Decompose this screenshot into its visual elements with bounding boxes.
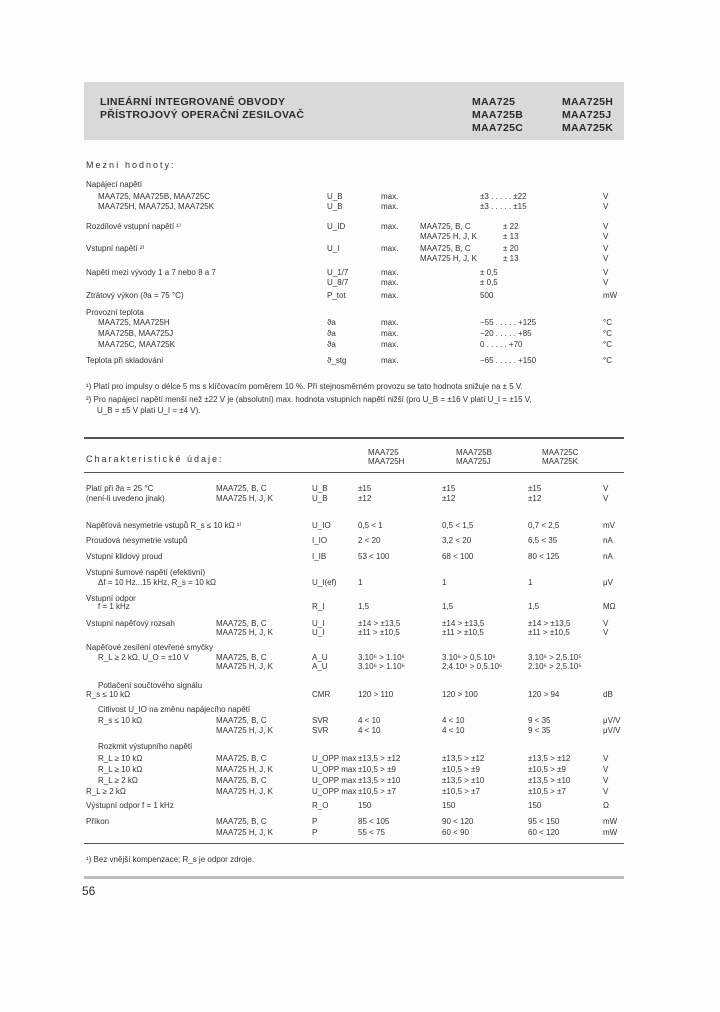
limits-unit: °C [603, 329, 612, 338]
limits-label: MAA725, MAA725H [98, 318, 170, 327]
char-value-col1: 0,5 < 1 [358, 521, 383, 530]
limits-symbol: ϑa [327, 329, 336, 338]
col-head-2b: MAA725J [456, 457, 491, 466]
type-left-1: MAA725 [472, 96, 516, 108]
limits-kind: max. [381, 356, 399, 365]
char-value-col1: 120 > 110 [358, 690, 394, 699]
char-symbol: U_I(ef) [312, 578, 337, 587]
limits-label: Ztrátový výkon (ϑa = 75 °C) [86, 291, 184, 300]
char-value-col2: ±12 [442, 494, 456, 503]
limits-label: MAA725, MAA725B, MAA725C [98, 192, 211, 201]
char-label: Vstupní šumové napětí (efektivní) [86, 568, 206, 577]
char-value-col3: ±12 [528, 494, 542, 503]
limits-label: MAA725B, MAA725J [98, 329, 174, 338]
limits-unit: °C [603, 318, 612, 327]
char-type: MAA725 H, J, K [216, 628, 273, 637]
limits-label: Provozní teplota [86, 308, 144, 317]
char-symbol: SVR [312, 716, 329, 725]
limits-value: ± 13 [503, 254, 519, 263]
limits-symbol: U_B [327, 192, 343, 201]
char-value-col3: 9 < 35 [528, 726, 551, 735]
char-value-col1: 53 < 100 [358, 552, 390, 561]
char-value-col3: ±14 > ±13,5 [528, 619, 571, 628]
limits-unit: °C [603, 356, 612, 365]
char-unit: V [603, 765, 609, 774]
char-unit: V [603, 754, 609, 763]
char-value-col3: 95 < 150 [528, 817, 560, 826]
limits-symbol: U_B [327, 202, 343, 211]
limits-value: ± 0,5 [480, 278, 498, 287]
char-label: R_L ≥ 2 kΩ, U_O = ±10 V [98, 653, 189, 662]
char-symbol: U_OPP max [312, 765, 357, 774]
char-unit: V [603, 787, 609, 796]
char-unit: mV [603, 521, 615, 530]
char-value-col3: 3.10⁶ > 2,5.10⁵ [528, 653, 582, 662]
footnote-2-cont: U_B = ±5 V platí U_I = ±4 V). [97, 406, 201, 415]
limits-unit: V [603, 202, 609, 211]
char-symbol: R_I [312, 602, 325, 611]
limits-kind: max. [381, 192, 399, 201]
type-right-2: MAA725J [562, 109, 612, 121]
char-value-col2: ±13,5 > ±10 [442, 776, 485, 785]
limits-symbol: U_1/7 [327, 268, 349, 277]
char-value-col1: ±13,5 > ±12 [358, 754, 401, 763]
limits-symbol: U_8/7 [327, 278, 349, 287]
char-value-col1: 55 < 75 [358, 828, 385, 837]
char-type: MAA725, B, C [216, 817, 267, 826]
limits-symbol: ϑa [327, 340, 336, 349]
char-value-col3: 9 < 35 [528, 716, 551, 725]
limits-symbol: U_ID [327, 222, 346, 231]
section-rule-top [84, 437, 624, 439]
char-value-col3: ±10,5 > ±9 [528, 765, 566, 774]
limits-value: ± 13 [503, 232, 519, 241]
char-value-col1: 1,5 [358, 602, 370, 611]
char-value-col3: 1,5 [528, 602, 540, 611]
char-value-col2: 4 < 10 [442, 726, 465, 735]
char-value-col3: ±11 > ±10,5 [528, 628, 570, 637]
char-value-col2: ±11 > ±10,5 [442, 628, 484, 637]
limits-value: −65 . . . . . +150 [480, 356, 537, 365]
limits-label: Rozdílové vstupní napětí ¹⁾ [86, 222, 181, 231]
char-value-col2: ±10,5 > ±9 [442, 765, 480, 774]
char-value-col2: 3,2 < 20 [442, 536, 472, 545]
char-label: R_L ≥ 2 kΩ [98, 776, 138, 785]
char-type: MAA725 H, J, K [216, 726, 273, 735]
limits-symbol: ϑ_stg [327, 356, 347, 365]
char-label: Platí při ϑa = 25 °C [86, 484, 154, 493]
limits-value: ±3 . . . . . ±15 [480, 202, 527, 211]
limits-value: 0 . . . . . +70 [480, 340, 523, 349]
page-number: 56 [82, 884, 96, 898]
char-unit: V [603, 776, 609, 785]
char-label: R_s ≤ 10 kΩ [98, 716, 143, 725]
limits-unit: V [603, 232, 609, 241]
char-value-col1: 4 < 10 [358, 716, 381, 725]
char-value-col2: ±14 > ±13,5 [442, 619, 485, 628]
char-symbol: U_I [312, 628, 325, 637]
char-unit: μV [603, 578, 613, 587]
char-value-col3: 6,5 < 35 [528, 536, 558, 545]
col-head-1b: MAA725H [368, 457, 405, 466]
char-symbol: U_OPP max [312, 754, 357, 763]
limits-symbol: P_tot [327, 291, 346, 300]
char-value-col1: ±11 > ±10,5 [358, 628, 400, 637]
char-value-col3: ±10,5 > ±7 [528, 787, 566, 796]
char-label: Výstupní odpor f = 1 kHz [86, 801, 174, 810]
limits-label: Napájecí napětí [86, 180, 143, 189]
char-value-col3: ±15 [528, 484, 542, 493]
char-symbol: P [312, 828, 318, 837]
footnote-bottom: ¹) Bez vnější kompenzace; R_s je odpor zdroje. [86, 855, 255, 864]
char-value-col3: 120 > 94 [528, 690, 560, 699]
char-label: Napěťové zesílení otevřené smyčky [86, 643, 214, 652]
char-symbol: I_IO [312, 536, 328, 545]
limits-value: 500 [480, 291, 494, 300]
limits-kind: max. [381, 278, 399, 287]
characteristics-heading: Charakteristické údaje: [86, 454, 224, 464]
char-symbol: U_IO [312, 521, 331, 530]
limits-label: Teplota při skladování [86, 356, 164, 365]
char-unit: Ω [603, 801, 609, 810]
limits-kind: max. [381, 222, 399, 231]
footnote-1: ¹) Platí pro impulsy o délce 5 ms s klíčovacím poměrem 10 %. Při stejnosměrném provozu se tato hodnota snižuje na ± 5 V. [86, 382, 523, 391]
char-value-col2: 90 < 120 [442, 817, 474, 826]
char-value-col1: 2 < 20 [358, 536, 381, 545]
char-value-col1: 3.10⁶ > 1.10⁶ [358, 653, 405, 662]
char-value-col3: 150 [528, 801, 542, 810]
char-value-col1: ±12 [358, 494, 372, 503]
char-label: Rozkmit výstupního napětí [98, 742, 193, 751]
char-unit: V [603, 484, 609, 493]
char-value-col1: 1 [358, 578, 363, 587]
type-left-3: MAA725C [472, 122, 524, 134]
char-value-col2: ±10,5 > ±7 [442, 787, 480, 796]
limits-unit: mW [603, 291, 618, 300]
char-type: MAA725, B, C [216, 716, 267, 725]
char-type: MAA725, B, C [216, 619, 267, 628]
char-type: MAA725 H, J, K [216, 787, 273, 796]
char-value-col2: 120 > 100 [442, 690, 478, 699]
char-unit: V [603, 494, 609, 503]
char-value-col2: 68 < 100 [442, 552, 474, 561]
limits-kind: max. [381, 244, 399, 253]
char-label: f = 1 kHz [98, 602, 130, 611]
char-value-col3: 60 < 120 [528, 828, 560, 837]
col-head-3b: MAA725K [542, 457, 579, 466]
char-symbol: U_B [312, 484, 328, 493]
char-value-col1: ±10,5 > ±9 [358, 765, 396, 774]
char-label: Příkon [86, 817, 110, 826]
char-label: Citlivost U_IO na změnu napájecího napětí [98, 705, 251, 714]
char-value-col1: 4 < 10 [358, 726, 381, 735]
char-unit: mW [603, 828, 618, 837]
char-value-col3: 2.10⁶ > 2,5.10⁵ [528, 662, 582, 671]
char-unit: MΩ [603, 602, 616, 611]
char-unit: dB [603, 690, 613, 699]
limits-value: −20 . . . . . +85 [480, 329, 532, 338]
char-label: R_L ≥ 10 kΩ [98, 765, 143, 774]
char-type: MAA725 H, J, K [216, 662, 273, 671]
limits-value: ±3 . . . . . ±22 [480, 192, 527, 201]
char-symbol: A_U [312, 653, 328, 662]
limits-heading: Mezní hodnoty: [86, 160, 176, 170]
char-symbol: U_OPP max [312, 776, 357, 785]
char-type: MAA725, B, C [216, 776, 267, 785]
limits-kind: max. [381, 291, 399, 300]
limits-subtype: MAA725, B, C [420, 222, 471, 231]
limits-value: −55 . . . . . +125 [480, 318, 537, 327]
char-value-col1: ±14 > ±13,5 [358, 619, 401, 628]
char-symbol: R_O [312, 801, 329, 810]
limits-kind: max. [381, 329, 399, 338]
char-value-col2: 150 [442, 801, 456, 810]
limits-label: Napětí mezi vývody 1 a 7 nebo 8 a 7 [86, 268, 216, 277]
limits-label: Vstupní napětí ²⁾ [86, 244, 145, 253]
char-value-col1: ±13,5 > ±10 [358, 776, 401, 785]
limits-subtype: MAA725 H, J, K [420, 232, 477, 241]
type-right-1: MAA725H [562, 96, 614, 108]
char-label: Napěťová nesymetrie vstupů R_s ≤ 10 kΩ ¹⁾ [86, 521, 242, 530]
limits-kind: max. [381, 340, 399, 349]
char-type: MAA725 H, J, K [216, 765, 273, 774]
bottom-band [84, 876, 624, 879]
char-symbol: P [312, 817, 318, 826]
char-symbol: U_B [312, 494, 328, 503]
char-type: MAA725, B, C [216, 653, 267, 662]
char-symbol: A_U [312, 662, 328, 671]
char-label: Potlačení součtového signálu [98, 681, 203, 690]
char-value-col3: 1 [528, 578, 533, 587]
char-label: R_s ≤ 10 kΩ [86, 690, 131, 699]
limits-unit: V [603, 254, 609, 263]
char-symbol: SVR [312, 726, 329, 735]
char-label: Proudová nesymetrie vstupů [86, 536, 188, 545]
limits-unit: V [603, 268, 609, 277]
limits-unit: °C [603, 340, 612, 349]
limits-unit: V [603, 222, 609, 231]
limits-value: ± 20 [503, 244, 519, 253]
char-value-col2: 1,5 [442, 602, 454, 611]
char-value-col2: 2,4.10⁶ > 0,5.10⁶ [442, 662, 503, 671]
char-value-col1: ±15 [358, 484, 372, 493]
title-line-2: PŘÍSTROJOVÝ OPERAČNÍ ZESILOVAČ [100, 109, 305, 121]
char-value-col3: 80 < 125 [528, 552, 560, 561]
limits-symbol: U_I [327, 244, 340, 253]
char-label: R_L ≥ 2 kΩ [86, 787, 126, 796]
limits-value: ± 0,5 [480, 268, 498, 277]
char-value-col2: ±15 [442, 484, 456, 493]
footnote-2: ²) Pro napájecí napětí menší než ±22 V je (absolutní) max. hodnota vstupních napětí nižší (pro U_B = ±16 V platí U_I = ±15 V, [86, 395, 532, 404]
limits-unit: V [603, 192, 609, 201]
char-value-col3: ±13,5 > ±10 [528, 776, 571, 785]
limits-kind: max. [381, 202, 399, 211]
char-unit: μV/V [603, 716, 621, 725]
limits-label: MAA725H, MAA725J, MAA725K [98, 202, 215, 211]
char-value-col2: ±13,5 > ±12 [442, 754, 485, 763]
char-unit: V [603, 628, 609, 637]
char-value-col3: 0,7 < 2,5 [528, 521, 560, 530]
char-value-col2: 0,5 < 1,5 [442, 521, 474, 530]
char-value-col1: 3.10⁶ > 1.10⁶ [358, 662, 405, 671]
char-unit: V [603, 619, 609, 628]
char-label: Vstupní odpor [86, 594, 136, 603]
type-left-2: MAA725B [472, 109, 524, 121]
char-value-col2: 4 < 10 [442, 716, 465, 725]
char-value-col1: 85 < 105 [358, 817, 390, 826]
char-symbol: I_IB [312, 552, 327, 561]
char-label: R_L ≥ 10 kΩ [98, 754, 143, 763]
char-symbol: U_OPP max [312, 787, 357, 796]
char-value-col1: ±10,5 > ±7 [358, 787, 396, 796]
char-value-col3: ±13,5 > ±12 [528, 754, 571, 763]
limits-subtype: MAA725, B, C [420, 244, 471, 253]
char-label: (není-li uvedeno jinak) [86, 494, 165, 503]
col-head-1a: MAA725 [368, 448, 399, 457]
char-unit: nA [603, 536, 613, 545]
char-value-col2: 60 < 90 [442, 828, 469, 837]
limits-kind: max. [381, 318, 399, 327]
limits-value: ± 22 [503, 222, 519, 231]
col-head-3a: MAA725C [542, 448, 579, 457]
footnote-rule [84, 843, 624, 844]
char-label: Vstupní klidový proud [86, 552, 163, 561]
col-head-2a: MAA725B [456, 448, 493, 457]
limits-symbol: ϑa [327, 318, 336, 327]
char-type: MAA725 H, J, K [216, 494, 273, 503]
section-rule-mid [84, 472, 624, 473]
char-value-col2: 3.10⁶ > 0,5.10⁶ [442, 653, 496, 662]
limits-kind: max. [381, 268, 399, 277]
char-unit: nA [603, 552, 613, 561]
limits-label: MAA725C, MAA725K [98, 340, 175, 349]
char-unit: μV/V [603, 726, 621, 735]
char-value-col1: 150 [358, 801, 372, 810]
char-unit: mW [603, 817, 618, 826]
limits-subtype: MAA725 H, J, K [420, 254, 477, 263]
title-line-1: LINEÁRNÍ INTEGROVANÉ OBVODY [100, 96, 286, 108]
char-label: Δf = 10 Hz...15 kHz, R_s = 10 kΩ [98, 578, 217, 587]
char-symbol: U_I [312, 619, 325, 628]
char-type: MAA725, B, C [216, 754, 267, 763]
limits-unit: V [603, 244, 609, 253]
limits-unit: V [603, 278, 609, 287]
char-label: Vstupní napěťový rozsah [86, 619, 175, 628]
char-value-col2: 1 [442, 578, 447, 587]
char-type: MAA725, B, C [216, 484, 267, 493]
char-type: MAA725 H, J, K [216, 828, 273, 837]
type-right-3: MAA725K [562, 122, 614, 134]
char-symbol: CMR [312, 690, 331, 699]
